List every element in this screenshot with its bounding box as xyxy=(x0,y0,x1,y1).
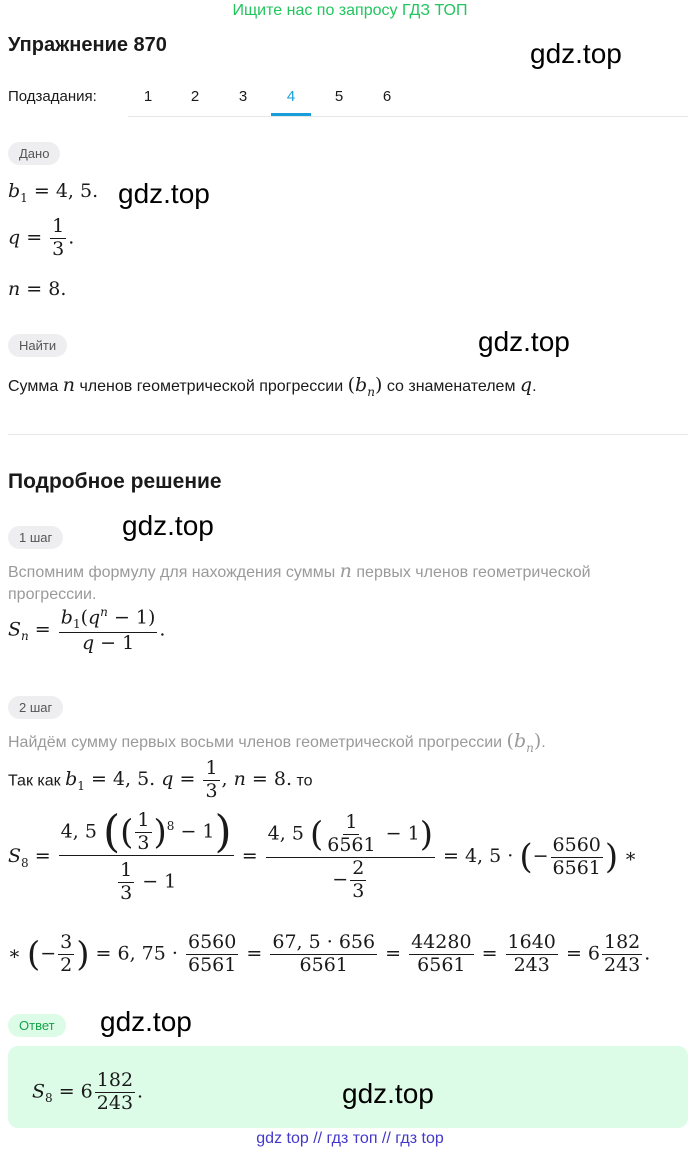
subtask-tabs xyxy=(128,80,688,117)
find-label: Найти xyxy=(8,334,67,357)
tab-subtask-4[interactable]: 4 xyxy=(286,88,296,105)
answer-label: Ответ xyxy=(8,1014,66,1037)
given-b1: $b_1 = 4$, 5. xyxy=(8,180,99,205)
n-value: 8. xyxy=(48,278,67,300)
since-line: Так как $b_1 = 4$, 5. q = $\frac{1}{3}$ , n = 8. то xyxy=(8,757,313,802)
step2-label: 2 шаг xyxy=(8,696,63,719)
s8-calculation-cont: ∗ (− $\frac{3}{2}$ ) = 6, 75 · $\frac{6560}{6561}$ = $\frac{67, 5 \cdot 656}{6561}$ = $\frac{44280}{6561}$ = $\frac{1640}{243}$ = 6 $\frac{182}{243}$ . xyxy=(8,931,651,976)
q-numerator: 1 xyxy=(52,215,65,237)
watermark: gdz.top xyxy=(122,510,214,541)
watermark: gdz.top xyxy=(118,178,210,209)
watermark: gdz.top xyxy=(530,38,622,69)
given-label: Дано xyxy=(8,142,60,165)
answer-value: $S_8 = 6$ $\frac{182}{243}$ . xyxy=(32,1069,144,1114)
tab-subtask-2[interactable]: 2 xyxy=(190,88,200,105)
active-tab-indicator xyxy=(271,113,311,116)
watermark: gdz.top xyxy=(100,1006,192,1037)
step2-text: Найдём сумму первых восьми членов геометрической прогрессии $(b_n)$. xyxy=(8,730,546,755)
s8-calculation: $S_8$ = 4, 5 (( $\frac{1}{3}$ )$^8$ − 1) $\frac{1}{3}$ − 1 = 4, 5 ( $\frac{1}{6561}$ − 1) − $\frac{2}{3}$ = 4, 5 · (− $\frac{6560}{6561}$ ) ∗ xyxy=(8,806,638,904)
sum-formula: $S_n$ = $\frac{b_1(q^n - 1)}{q - 1}$ . xyxy=(8,605,166,654)
find-text: Сумма n членов геометрической прогрессии $(b_n)$ со знаменателем q. xyxy=(8,374,537,399)
step1-text: Вспомним формулу для нахождения суммы n первых членов геометрической прогрессии. xyxy=(8,560,591,603)
given-q: q = $\frac{1}{3}$ . xyxy=(8,215,75,260)
watermark: gdz.top xyxy=(342,1078,434,1109)
tab-subtask-6[interactable]: 6 xyxy=(382,88,392,105)
watermark: gdz.top xyxy=(478,326,570,357)
q-denominator: 3 xyxy=(52,237,65,260)
solution-heading: Подробное решение xyxy=(8,470,222,493)
step1-label: 1 шаг xyxy=(8,526,63,549)
promo-banner: Ищите нас по запросу ГДЗ ТОП xyxy=(232,2,468,19)
tab-subtask-5[interactable]: 5 xyxy=(334,88,344,105)
subtasks-label: Подзадания: xyxy=(8,88,97,105)
tab-subtask-1[interactable]: 1 xyxy=(143,88,153,105)
b1-value: 4, 5. xyxy=(55,180,99,202)
given-n: n = 8. xyxy=(8,278,67,300)
tab-subtask-3[interactable]: 3 xyxy=(238,88,248,105)
footer-links: gdz top // гдз топ // гдз top xyxy=(256,1130,444,1147)
page-title: Упражнение 870 xyxy=(8,34,167,56)
section-divider xyxy=(8,434,688,435)
